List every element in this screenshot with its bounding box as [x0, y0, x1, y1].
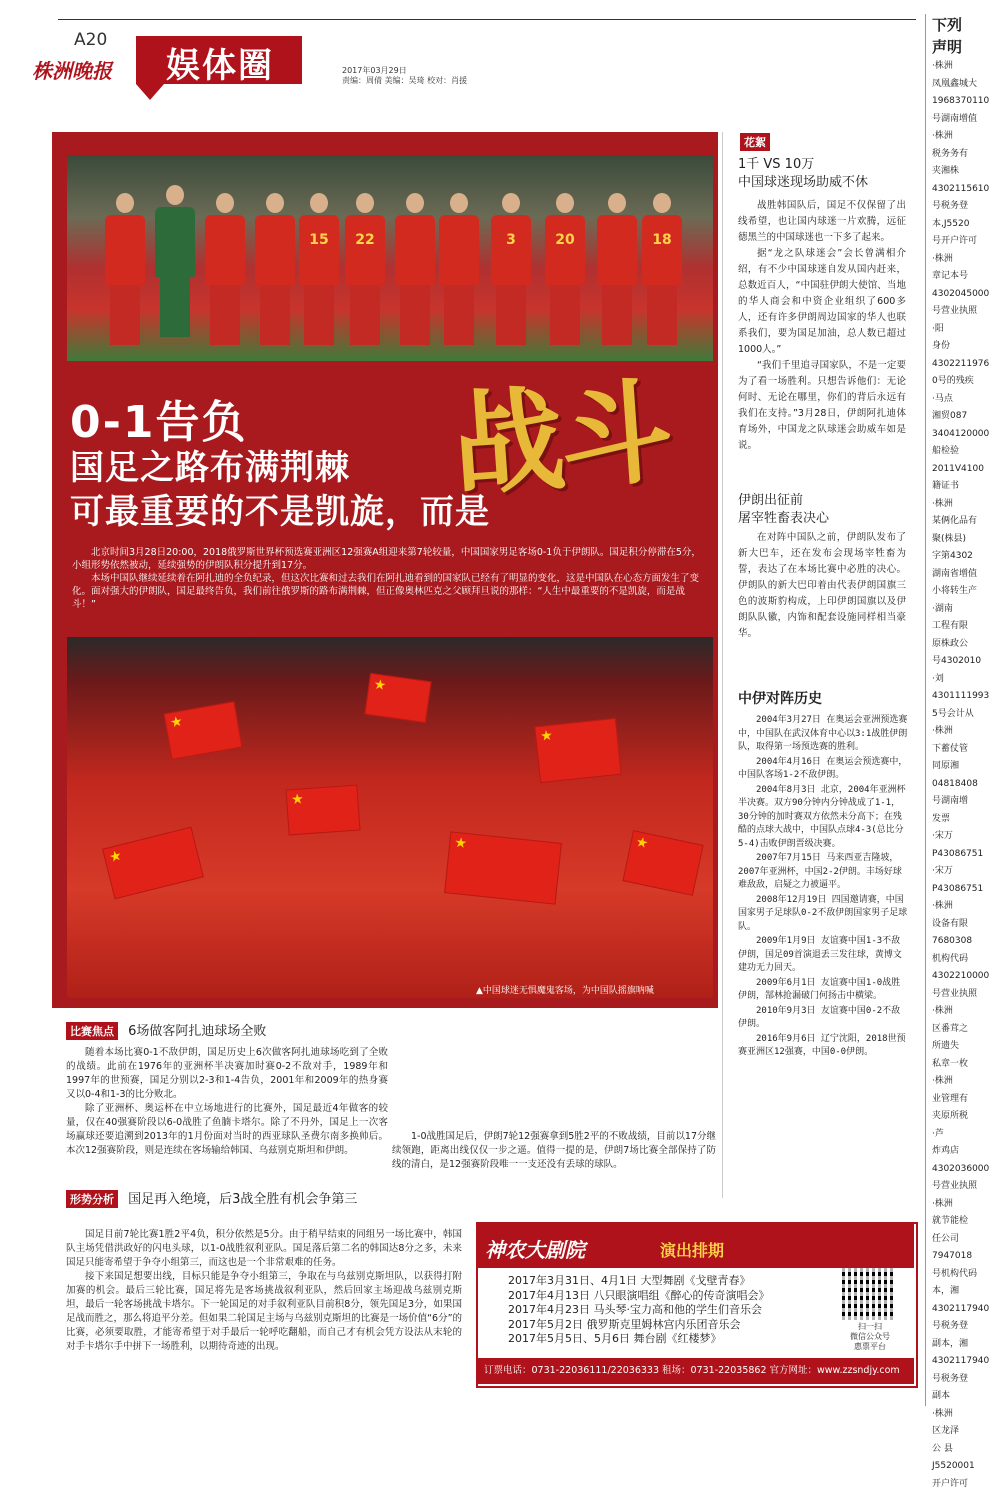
situation-body	[66, 1228, 462, 1354]
notice-line: 湖南省增值	[932, 566, 985, 584]
player-figure: 18	[642, 193, 682, 353]
player-figure: 3	[491, 193, 531, 353]
player-figure: 22	[345, 193, 385, 353]
show-item: 2017年4月23日 马头琴·宝力高和他的学生们音乐会	[508, 1303, 770, 1318]
ticket-contact: 订票电话：0731-22036111/22036333 租场：0731-22035862 官方网址：www.zzsndjy.com	[478, 1358, 914, 1384]
photo-caption: ▲中国球迷无惧魔鬼客场，为中国队摇旗呐喊	[476, 983, 654, 996]
player-figure	[205, 193, 245, 353]
notice-line: 机构代码	[932, 951, 985, 969]
notice-line: ·刘	[932, 671, 985, 689]
flag-shape: ★	[622, 830, 703, 896]
notice-line: 4301111993	[932, 688, 985, 706]
notice-line: 小将转生产	[932, 583, 985, 601]
notice-line: 4302210000	[932, 968, 985, 986]
notice-line: 同原湘	[932, 758, 985, 776]
notice-line: 下蓄仗管	[932, 741, 985, 759]
notice-line: 某俩化品有	[932, 513, 985, 531]
notice-line: 身份	[932, 338, 985, 356]
notice-line: 炸鸡店	[932, 1143, 985, 1161]
article-paragraph: 国足目前7轮比赛1胜2平4负，积分依然是5分。由于稍早结束的同组另一场比赛中，韩国队主场凭借洪政好的闪电头球，以1-0战胜叙利亚队。国足落后第二名的韩国达8分之多，未来国足只能寄希望于争夺小组第三，而这也是一个非常艰难的任务。	[66, 1228, 462, 1270]
history-item: 2010年9月3日 友谊赛中国0-2不敌伊朗。	[738, 1005, 908, 1032]
notice-line: 号营业执照	[932, 303, 985, 321]
notice-line: 字第4302	[932, 548, 985, 566]
calligraphy-fight: 战斗	[447, 343, 674, 519]
story2-title: 伊朗出征前 屠宰牲畜表决心	[738, 492, 829, 528]
match-focus-heading	[66, 1020, 266, 1040]
notice-line: 章记本号	[932, 268, 985, 286]
notice-line: ·芦	[932, 1126, 985, 1144]
theater-name: 神农大剧院	[485, 1234, 585, 1263]
story1-body	[738, 198, 906, 454]
history-list	[738, 714, 908, 1061]
show-item: 2017年5月5日、5月6日 舞台剧《红楼梦》	[508, 1332, 770, 1347]
notice-line: 号税务登	[932, 198, 985, 216]
notice-line: 夹湘株	[932, 163, 985, 181]
player-figure	[597, 193, 637, 353]
notice-line: 号湖南增	[932, 793, 985, 811]
lead-paragraph: 本场中国队继续延续着在阿扎迪的全负纪录，但这次比赛和过去我们在阿扎迪看到的国家队已经有了明显的变化，这是中国队在心态方面发生了变化。面对强大的伊朗队，国足最终告负，我们前往俄罗斯的路布满荆棘，但正像奥林匹克之父顾拜旦说的那样：“人生中最重要的不是凯旋，而是战斗！”	[72, 572, 708, 611]
notice-line: 7947018	[932, 1248, 985, 1266]
history-item: 2004年8月3日 北京，2004年亚洲杯半决赛。双方90分钟内分钟战成了1-1，30分钟的加时赛双方依然未分高下；在残酷的点球大战中，中国队点球4-3(总比分5-4)击败伊朗晋级决赛。	[738, 784, 908, 852]
notice-line: 号税务登	[932, 1318, 985, 1336]
notice-line: 工程有限	[932, 618, 985, 636]
notice-line: 4302117940	[932, 1301, 985, 1319]
notice-line: 号营业执照	[932, 986, 985, 1004]
notice-line: ·株洲	[932, 723, 985, 741]
page-divider	[925, 14, 926, 1406]
notice-line: ·宋万	[932, 863, 985, 881]
history-item: 2008年12月19日 四国邀请赛，中国国家男子足球队0-2不敌伊朗国家男子足球队。	[738, 894, 908, 935]
flag-shape: ★	[364, 673, 431, 723]
notice-line: ·宋万	[932, 828, 985, 846]
article-paragraph: 1-0战胜国足后，伊朗7轮12强赛拿到5胜2平的不败战绩，目前以17分继续领跑，距离出线仅仅一步之遥。值得一提的是，伊朗7场比赛全部保持了防线的清白，是12强赛阶段唯一一支还没有丢球的球队。	[392, 1130, 716, 1172]
story2-body	[738, 530, 906, 642]
top-rule	[58, 19, 916, 20]
notice-line: ·株洲	[932, 58, 985, 76]
show-item: 2017年5月2日 俄罗斯克里姆林宫内乐团音乐会	[508, 1318, 770, 1333]
article-paragraph: “我们千里追寻国家队，不是一定要为了看一场胜利。只想告诉他们：无论何时、无论在哪里，你们的背后永远有我们在支持。”3月28日，伊朗阿扎迪体育场外，中国龙之队球迷会助威车如是说。	[738, 358, 906, 454]
notice-line: 4302211976	[932, 356, 985, 374]
notice-line: 私章一枚	[932, 1056, 985, 1074]
notice-line: ·湖南	[932, 601, 985, 619]
notice-line: 设备有限	[932, 916, 985, 934]
article-paragraph: 在对阵中国队之前，伊朗队发布了新大巴车，还在发布会现场宰牲畜为誓，表达了在本场比赛中必胜的决心。伊朗队的新大巴印着由代表伊朗国旗三色的波斯豹构成，上印伊朗国旗以及伊朗队队徽，内饰和配套设施同样相当豪华。	[738, 530, 906, 642]
trivia-label: 花絮	[740, 133, 776, 151]
article-paragraph: 随着本场比赛0-1不敌伊朗，国足历史上6次做客阿扎迪球场吃到了全败的战绩。此前在1976年的亚洲杯半决赛加时赛0-2不敌对手，1989年和1997年的世预赛，国足分别以2-3和1-4告负，2001年和2009年的热身赛又以0-4和1-3的比分败北。	[66, 1046, 388, 1102]
notice-line: ·株洲	[932, 1196, 985, 1214]
notice-line: 号湖南增值	[932, 111, 985, 129]
page-number: A20	[74, 30, 107, 50]
flag-shape: ★	[163, 701, 242, 760]
player-figure	[395, 193, 435, 353]
issue-date: 2017年03月29日	[342, 66, 467, 76]
article-paragraph: 除了亚洲杯、奥运杯在中立场地进行的比赛外，国足最近4年做客的较量，仅在40强赛阶段以6-0战胜了鱼腩卡塔尔。除了不丹外，国足上一次客场赢球还要追溯到2013年的1月份面对当时的西亚球队圣费尔南多换帅后。本次12强赛阶段，则是连续在客场输给韩国、乌兹别克斯坦和伊朗。	[66, 1102, 388, 1158]
notice-line: 本，湘	[932, 1283, 985, 1301]
notice-line: 号4302010	[932, 653, 985, 671]
notice-line: J5520001	[932, 1458, 985, 1476]
section-title: 娱体圈	[140, 38, 300, 87]
history-item: 2004年3月27日 在奥运会亚洲预选赛中，中国队在武汉体育中心以3:1战胜伊朗队，取得第一场预选赛的胜利。	[738, 714, 908, 755]
notices-lines	[932, 58, 985, 1493]
notice-line: ·株洲	[932, 496, 985, 514]
show-list	[508, 1274, 770, 1347]
match-focus-col2	[392, 1130, 716, 1172]
notice-line: P43086751	[932, 881, 985, 899]
notice-line: 本,J5520	[932, 216, 985, 234]
notice-line: 湘贸087	[932, 408, 985, 426]
flag-shape: ★	[285, 785, 360, 836]
notice-line: ·株洲	[932, 251, 985, 269]
notice-line: 就节能检	[932, 1213, 985, 1231]
notice-line: ·马点	[932, 391, 985, 409]
issue-meta	[342, 66, 467, 86]
notice-line: 2011V4100	[932, 461, 985, 479]
show-item: 2017年3月31日、4月1日 大型舞剧《戈壁青春》	[508, 1274, 770, 1289]
situation-title: 国足再入绝境，后3战全胜有机会争第三	[128, 1192, 357, 1207]
notice-line: ·株洲	[932, 898, 985, 916]
history-title: 中伊对阵历史	[738, 688, 822, 708]
situation-tag: 形势分析	[66, 1190, 118, 1208]
notice-line: 4302036000	[932, 1161, 985, 1179]
player-figure	[105, 193, 145, 353]
player-figure	[255, 193, 295, 353]
history-item: 2004年4月16日 在奥运会预选赛中，中国队客场1-2不敌伊朗。	[738, 756, 908, 783]
notice-line: 业管理有	[932, 1091, 985, 1109]
notice-line: 凤凰鑫城大	[932, 76, 985, 94]
article-paragraph: 战胜韩国队后，国足不仅保留了出线希望，也让国内球迷一片欢腾，远征德黑兰的中国球迷也一下多了起来。	[738, 198, 906, 246]
notices-header: 声明	[932, 36, 985, 58]
player-figure: 15	[299, 193, 339, 353]
notices-header: 下列	[932, 14, 985, 36]
notice-line: ·株洲	[932, 1003, 985, 1021]
match-focus-tag: 比赛焦点	[66, 1022, 118, 1040]
match-focus-title: 6场做客阿扎迪球场全败	[128, 1024, 266, 1039]
newspaper-logo: 株洲晚报	[32, 55, 112, 84]
notice-line: 副本	[932, 1388, 985, 1406]
history-item: 2007年7月15日 马来西亚吉隆坡，2007年亚洲杯，中国2-2伊朗。丰场好球难敌敌，启疑之力被逼平。	[738, 852, 908, 893]
headline-line2: 国足之路布满荆棘	[70, 440, 350, 489]
notice-line: 区番茸之	[932, 1021, 985, 1039]
history-item: 2009年1月9日 友谊赛中国1-3不敌伊朗，国足09首演退丢三发往球，黄博文建功无力回天。	[738, 935, 908, 976]
notice-line: 公 县	[932, 1441, 985, 1459]
notice-line: 4302115610	[932, 181, 985, 199]
history-item: 2016年9月6日 辽宁沈阳，2018世预赛亚洲区12强赛，中国0-0伊朗。	[738, 1033, 908, 1060]
notice-line: 夹原所税	[932, 1108, 985, 1126]
column-divider	[722, 132, 723, 1198]
notice-line: 任公司	[932, 1231, 985, 1249]
notice-line: 副本，湘	[932, 1336, 985, 1354]
player-figure	[155, 185, 195, 345]
notice-line: 船检验	[932, 443, 985, 461]
fans-photo	[67, 637, 713, 998]
lead-paragraph: 北京时间3月28日20:00，2018俄罗斯世界杯预选赛亚洲区12强赛A组迎来第7轮较量，中国国家男足客场0-1负于伊朗队。国足积分停滞在5分，小组形势依然被动，延续强势的伊朗队积分提升到17分。	[72, 546, 708, 572]
flag-shape: ★	[102, 827, 204, 900]
player-figure	[439, 193, 479, 353]
headline-line3: 可最重要的不是凯旋，而是	[70, 484, 490, 533]
notice-line: 1968370110	[932, 93, 985, 111]
notice-line: 5号会计从	[932, 706, 985, 724]
notice-line: 区龙泽	[932, 1423, 985, 1441]
notice-line: 号机构代码	[932, 1266, 985, 1284]
show-item: 2017年4月13日 八只眼演唱组《醉心的传奇演唱会》	[508, 1289, 770, 1304]
notice-line: 0号的残疾	[932, 373, 985, 391]
notice-line: 4302117940	[932, 1353, 985, 1371]
headline-score: 0-1告负	[70, 386, 248, 450]
notice-line: 原株政公	[932, 636, 985, 654]
match-focus-col1	[66, 1046, 388, 1158]
notice-line: ·阳	[932, 321, 985, 339]
notice-line: 号税务登	[932, 1371, 985, 1389]
notice-line: 开户许可	[932, 1476, 985, 1493]
editor-credits: 责编：周倩 美编：吴琦 校对：肖援	[342, 76, 467, 86]
team-photo	[67, 155, 713, 361]
notice-line: 号营业执照	[932, 1178, 985, 1196]
situation-heading	[66, 1188, 357, 1208]
notice-line: P43086751	[932, 846, 985, 864]
notice-line: 发票	[932, 811, 985, 829]
qr-code-pattern	[842, 1268, 894, 1320]
lead-paragraphs	[72, 546, 708, 611]
notice-line: 7680308	[932, 933, 985, 951]
story1-title: 1千 VS 10万 中国球迷现场助威不休	[738, 156, 868, 192]
article-paragraph: 接下来国足想要出线，目标只能是争夺小组第三，争取在与乌兹别克斯坦队，以获得打附加赛的机会。最后三轮比赛，国足将先是客场挑战叙利亚队，然后回家主场迎战乌兹别克斯坦，最后一轮客场挑战卡塔尔。下一轮国足的对手叙利亚队目前积8分，领先国足3分，如果国足战而胜之，那么将追平分差。但如果二轮国足主场与乌兹别克斯坦的比赛是一场价值“6分”的比赛，必须要取胜，才能寄希望于对手最后一轮呼吃翻船，而自己才有机会凭方设法从末轮的对手卡塔尔手中拼下一场胜利，以期待奇迹的出现。	[66, 1270, 462, 1354]
flag-shape: ★	[534, 718, 622, 783]
qr-caption: 扫一扫 微信公众号 惠票平台	[846, 1322, 894, 1352]
notice-line: 税务务有	[932, 146, 985, 164]
notice-line: 3404120000	[932, 426, 985, 444]
notice-line: 号开户许可	[932, 233, 985, 251]
notices-column	[932, 14, 985, 1406]
notice-line: ·株洲	[932, 1406, 985, 1424]
player-figure: 20	[545, 193, 585, 353]
notice-line: 4302045000	[932, 286, 985, 304]
notice-line: ·株洲	[932, 128, 985, 146]
notice-line: 聚(株县)	[932, 531, 985, 549]
show-schedule-title: 演出排期	[660, 1238, 724, 1261]
notice-line: 籍证书	[932, 478, 985, 496]
history-item: 2009年6月1日 友谊赛中国1-0战胜伊朗，郜林抢漏破门何扬击中横梁。	[738, 977, 908, 1004]
notice-line: 04818408	[932, 776, 985, 794]
article-paragraph: 据“龙之队球迷会”会长曾满相介绍，有不少中国球迷自发从国内赶来，总数近百人，“中国驻伊朗大使馆、当地的华人商会和中资企业组织了600多人，还有许多伊朗周边国家的华人也联系我们，要为国足加油，总人数已超过1000人。”	[738, 246, 906, 358]
flag-shape: ★	[444, 831, 562, 904]
notice-line: 所遗失	[932, 1038, 985, 1056]
notice-line: ·株洲	[932, 1073, 985, 1091]
